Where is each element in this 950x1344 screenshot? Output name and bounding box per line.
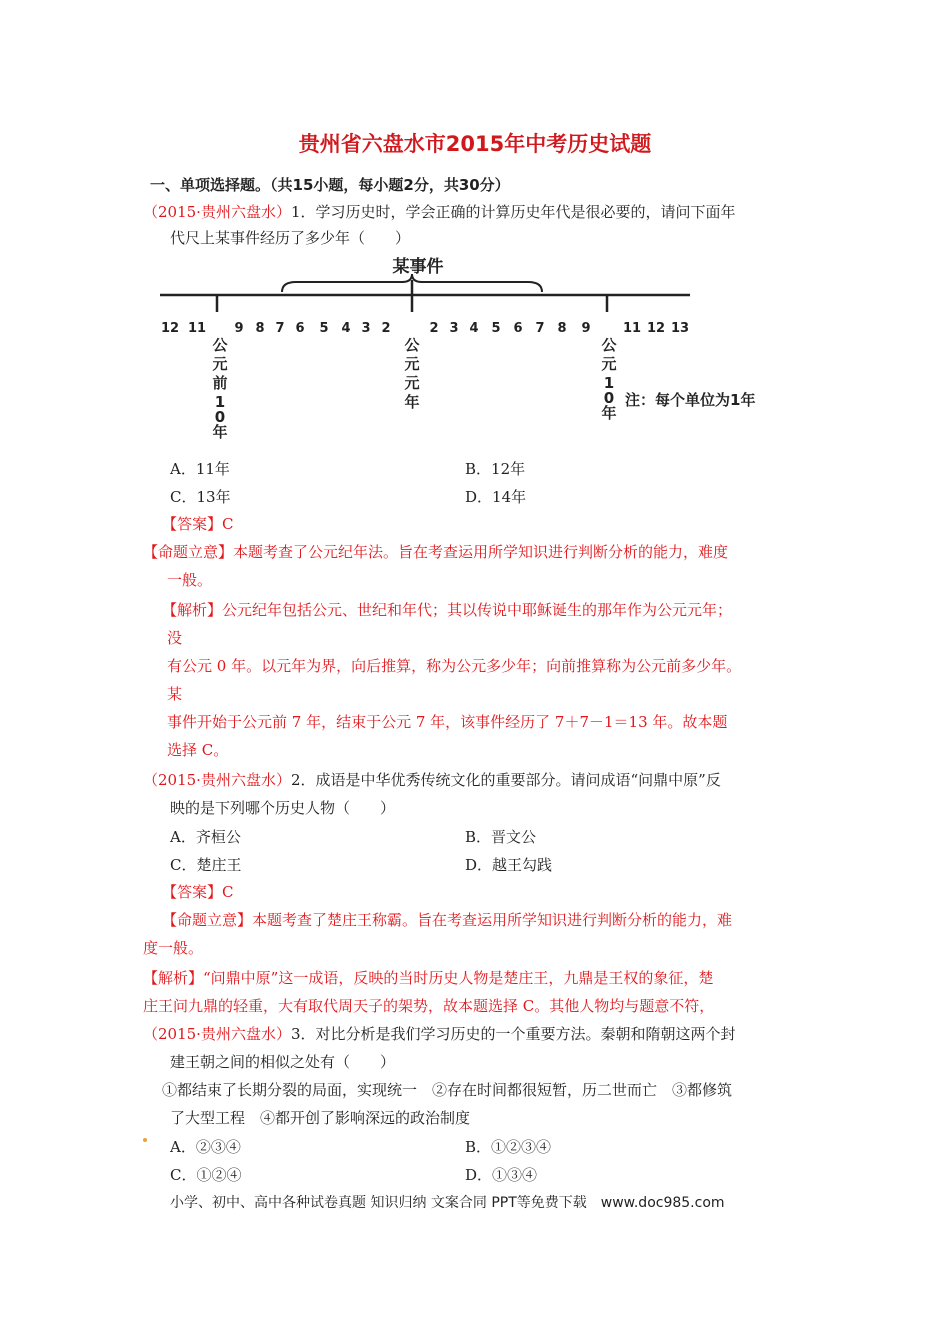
timeline-mark-ad1 bbox=[404, 336, 420, 411]
footer-text: 小学、初中、高中各种试卷真题 知识归纳 文案合同 PPT等免费下载 www.doc985.com bbox=[170, 1195, 725, 1211]
q2-intent-line-2: 度一般。 bbox=[143, 939, 204, 957]
timeline-tick-label-right-2: 4 bbox=[469, 321, 479, 336]
q1-option-c: C．13年 bbox=[170, 488, 231, 506]
q3-stem-line-3: ①都结束了长期分裂的局面，实现统一 ②存在时间都很短暂，历二世而亡 ③都修筑 bbox=[162, 1081, 733, 1099]
timeline-tick-label-left-7: 4 bbox=[341, 321, 351, 336]
q1-explanation-line-3: 有公元 0 年。以元年为界，向后推算，称为公元多少年；向前推算称为公元前多少年。 bbox=[167, 657, 742, 675]
timeline-tick-label-left-4: 7 bbox=[275, 321, 285, 336]
timeline-event-label: 某事件 bbox=[392, 257, 444, 277]
timeline-tick-label-right-4: 6 bbox=[513, 321, 523, 336]
q1-explanation-line-2: 没 bbox=[167, 629, 183, 647]
timeline-mark-ad10-char-1: 元 bbox=[601, 355, 617, 373]
q1-source: （2015·贵州六盘水） bbox=[143, 203, 291, 221]
decorative-dot bbox=[143, 1138, 147, 1142]
timeline-mark-bc10-char-0: 公 bbox=[212, 336, 228, 354]
timeline-tick-label-right-6: 8 bbox=[557, 321, 567, 336]
timeline-mark-ad10-char-0: 公 bbox=[601, 336, 617, 354]
timeline-tick-label-left-9: 2 bbox=[381, 321, 391, 336]
timeline-tick-label-right-0: 2 bbox=[429, 321, 439, 336]
q1-option-d: D．14年 bbox=[465, 488, 527, 506]
q1-explanation-line-5: 事件开始于公元前 7 年，结束于公元 7 年，该事件经历了 7＋7－1＝13 年。故本题 bbox=[167, 713, 728, 731]
q1-answer: 【答案】C bbox=[162, 515, 234, 533]
q2-explanation-line-1: 【解析】“问鼎中原”这一成语，反映的当时历史人物是楚庄王，九鼎是王权的象征，楚 bbox=[143, 969, 714, 987]
timeline-ticks-left bbox=[161, 321, 391, 336]
timeline-mark-ad10-char-3: 0 bbox=[603, 389, 615, 407]
timeline-mark-ad10-char-4: 年 bbox=[601, 404, 617, 422]
timeline-tick-label-right-8: 11 bbox=[622, 321, 642, 336]
q3-source: （2015·贵州六盘水） bbox=[143, 1025, 291, 1043]
q3-option-b: B．①②③④ bbox=[465, 1138, 552, 1156]
timeline-mark-bc10-char-5: 年 bbox=[212, 423, 228, 441]
q2-stem-line-1 bbox=[143, 770, 721, 790]
timeline-tick-label-right-9: 12 bbox=[646, 321, 666, 336]
q3-stem-line-4: 了大型工程 ④都开创了影响深远的政治制度 bbox=[170, 1109, 471, 1127]
timeline-tick-label-left-1: 11 bbox=[187, 321, 207, 336]
timeline-tick-label-right-10: 13 bbox=[670, 321, 690, 336]
q1-stem-line-1 bbox=[143, 202, 736, 222]
q2-stem-line-2: 映的是下列哪个历史人物（ ） bbox=[170, 799, 396, 817]
timeline-tick-label-left-6: 5 bbox=[319, 321, 329, 336]
timeline-mark-ad10-char-2: 1 bbox=[603, 374, 615, 392]
timeline-mark-ad10 bbox=[601, 336, 617, 422]
timeline-tick-label-right-1: 3 bbox=[449, 321, 459, 336]
timeline-mark-ad1-char-3: 年 bbox=[404, 393, 420, 411]
q1-option-a: A．11年 bbox=[170, 460, 230, 478]
section-heading: 一、单项选择题。（共15小题，每小题2分，共30分） bbox=[150, 176, 510, 194]
q1-stem-line-2: 代尺上某事件经历了多少年（ ） bbox=[170, 229, 411, 247]
timeline-note: 注：每个单位为1年 bbox=[625, 391, 756, 409]
timeline-mark-bc10-char-2: 前 bbox=[212, 374, 228, 392]
timeline-mark-bc10-char-3: 1 bbox=[214, 393, 226, 411]
q3-option-a: A．②③④ bbox=[170, 1138, 241, 1156]
timeline-tick-label-left-5: 6 bbox=[295, 321, 305, 336]
q1-intent-line-1: 【命题立意】本题考查了公元纪年法。旨在考查运用所学知识进行判断分析的能力，难度 bbox=[143, 543, 729, 561]
timeline-mark-ad1-char-0: 公 bbox=[404, 336, 420, 354]
timeline-tick-label-left-0: 12 bbox=[160, 321, 180, 336]
q1-explanation-line-1: 【解析】公元纪年包括公元、世纪和年代；其以传说中耶稣诞生的那年作为公元元年； bbox=[162, 601, 733, 619]
timeline-mark-ad1-char-2: 元 bbox=[404, 374, 420, 392]
q3-stem-line-2: 建王朝之间的相似之处有（ ） bbox=[170, 1053, 396, 1071]
timeline-tick-label-left-3: 8 bbox=[255, 321, 265, 336]
timeline-tick-label-right-5: 7 bbox=[535, 321, 545, 336]
q2-option-b: B．晋文公 bbox=[465, 828, 537, 846]
page-title: 贵州省六盘水市2015年中考历史试题 bbox=[298, 132, 652, 156]
q3-option-c: C．①②④ bbox=[170, 1166, 242, 1184]
timeline-ticks-right bbox=[429, 321, 689, 336]
q1-explanation-line-4: 某 bbox=[167, 685, 183, 703]
q3-stem-line-1 bbox=[143, 1024, 736, 1044]
timeline-tick-label-right-7: 9 bbox=[581, 321, 591, 336]
q1-stem-text: 1．学习历史时，学会正确的计算历史年代是很必要的，请问下面年 bbox=[290, 203, 736, 221]
q1-explanation-line-6: 选择 C。 bbox=[167, 741, 229, 759]
timeline-mark-bc10 bbox=[212, 336, 228, 441]
q2-source: （2015·贵州六盘水） bbox=[143, 771, 291, 789]
timeline-tick-label-left-2: 9 bbox=[234, 321, 244, 336]
timeline-mark-bc10-char-1: 元 bbox=[212, 355, 228, 373]
q3-stem-text: 3．对比分析是我们学习历史的一个重要方法。秦朝和隋朝这两个封 bbox=[290, 1025, 736, 1043]
q2-option-c: C．楚庄王 bbox=[170, 856, 242, 874]
q1-intent-line-2: 一般。 bbox=[167, 571, 213, 589]
q1-option-b: B．12年 bbox=[465, 460, 526, 478]
q2-option-a: A．齐桓公 bbox=[170, 828, 241, 846]
q2-option-d: D．越王勾践 bbox=[465, 856, 553, 874]
timeline-mark-ad1-char-1: 元 bbox=[404, 355, 420, 373]
timeline-figure bbox=[150, 250, 756, 450]
timeline-mark-bc10-char-4: 0 bbox=[214, 408, 226, 426]
timeline-tick-label-left-8: 3 bbox=[361, 321, 371, 336]
q2-intent-line-1: 【命题立意】本题考查了楚庄王称霸。旨在考查运用所学知识进行判断分析的能力，难 bbox=[162, 911, 733, 929]
q2-answer: 【答案】C bbox=[162, 883, 234, 901]
q2-stem-text: 2．成语是中华优秀传统文化的重要部分。请问成语“问鼎中原”反 bbox=[290, 771, 721, 789]
timeline-tick-label-right-3: 5 bbox=[491, 321, 501, 336]
q2-explanation-line-2: 庄王问九鼎的轻重，大有取代周天子的架势，故本题选择 C。其他人物均与题意不符， bbox=[143, 997, 715, 1015]
q3-option-d: D．①③④ bbox=[465, 1166, 538, 1184]
